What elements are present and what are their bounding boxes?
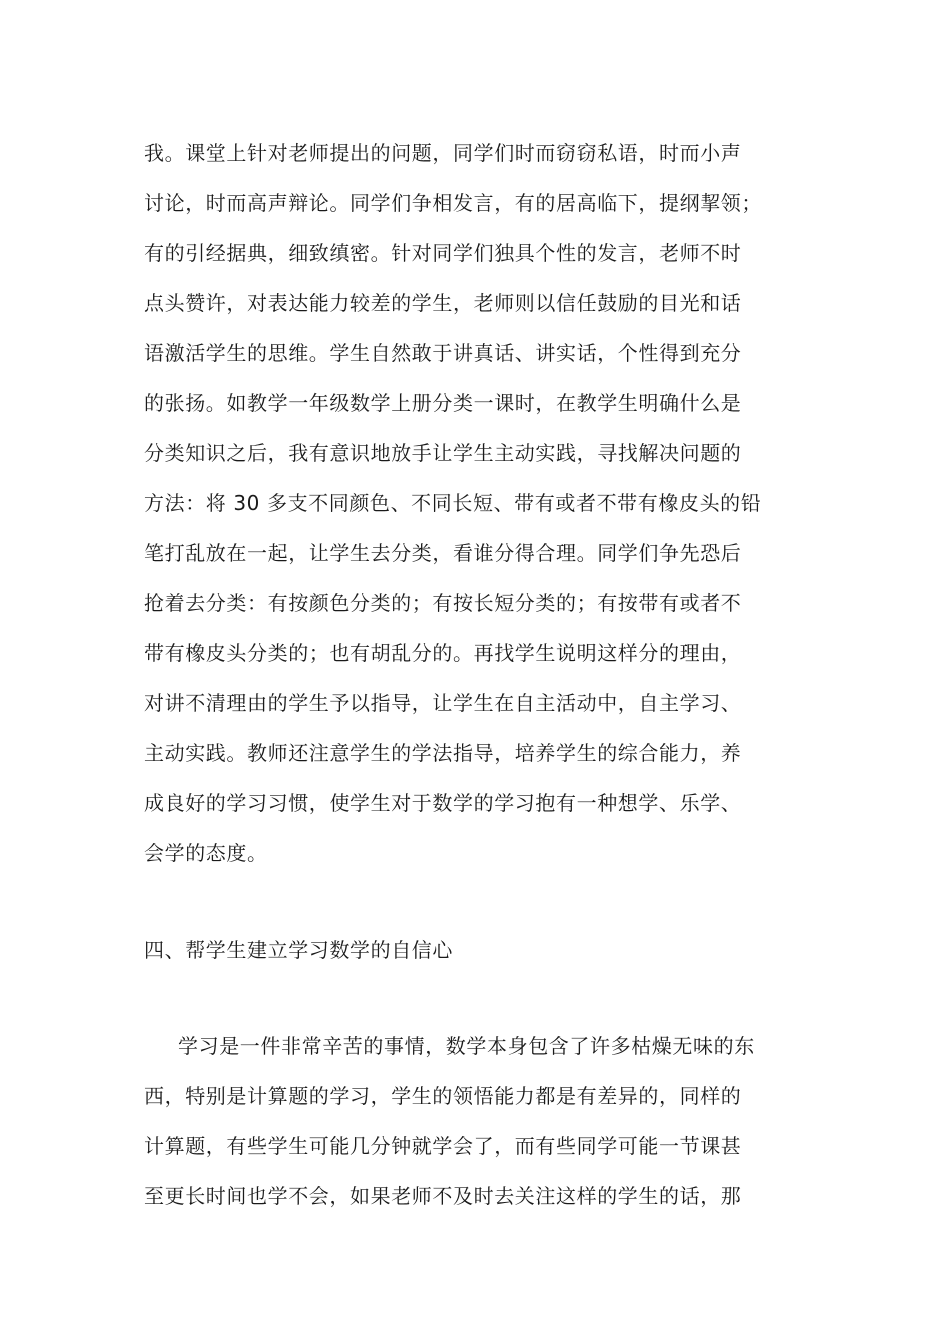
paragraph-2-line-3: 计算题，有些学生可能几分钟就学会了，而有些同学可能一节课甚 [144, 1134, 742, 1158]
paragraph-1-line-4: 点头赞许，对表达能力较差的学生，老师则以信任鼓励的目光和话 [144, 291, 742, 315]
paragraph-1-line-7: 分类知识之后，我有意识地放手让学生主动实践，寻找解决问题的 [144, 441, 742, 465]
paragraph-1-line-11: 带有橡皮头分类的；也有胡乱分的。再找学生说明这样分的理由， [144, 641, 742, 665]
paragraph-1-line-5: 语激活学生的思维。学生自然敢于讲真话、讲实话，个性得到充分 [144, 341, 742, 365]
paragraph-1-line-14: 成良好的学习习惯，使学生对于数学的学习抱有一种想学、乐学、 [144, 791, 742, 815]
paragraph-1-line-6: 的张扬。如教学一年级数学上册分类一课时，在教学生明确什么是 [144, 391, 742, 415]
paragraph-2-line-1: 学习是一件非常辛苦的事情，数学本身包含了许多枯燥无味的东 [178, 1034, 755, 1058]
paragraph-1-line-12: 对讲不清理由的学生予以指导，让学生在自主活动中，自主学习、 [144, 691, 742, 715]
paragraph-1-line-15: 会学的态度。 [144, 841, 268, 865]
paragraph-1-line-8: 方法：将 30 多支不同颜色、不同长短、带有或者不带有橡皮头的铅 [144, 491, 762, 515]
paragraph-2-line-2: 西，特别是计算题的学习，学生的领悟能力都是有差异的，同样的 [144, 1084, 742, 1108]
paragraph-1-line-1: 我。课堂上针对老师提出的问题，同学们时而窃窃私语，时而小声 [144, 141, 742, 165]
section-heading: 四、帮学生建立学习数学的自信心 [144, 938, 453, 962]
paragraph-1-line-13: 主动实践。教师还注意学生的学法指导，培养学生的综合能力，养 [144, 741, 742, 765]
paragraph-1-line-3: 有的引经据典，细致缜密。针对同学们独具个性的发言，老师不时 [144, 241, 742, 265]
paragraph-1-line-2: 讨论，时而高声辩论。同学们争相发言，有的居高临下，提纲挈领； [144, 191, 762, 215]
paragraph-1-line-10: 抢着去分类：有按颜色分类的；有按长短分类的；有按带有或者不 [144, 591, 742, 615]
paragraph-1-line-9: 笔打乱放在一起，让学生去分类，看谁分得合理。同学们争先恐后 [144, 541, 742, 565]
paragraph-2-line-4: 至更长时间也学不会，如果老师不及时去关注这样的学生的话，那 [144, 1184, 742, 1208]
